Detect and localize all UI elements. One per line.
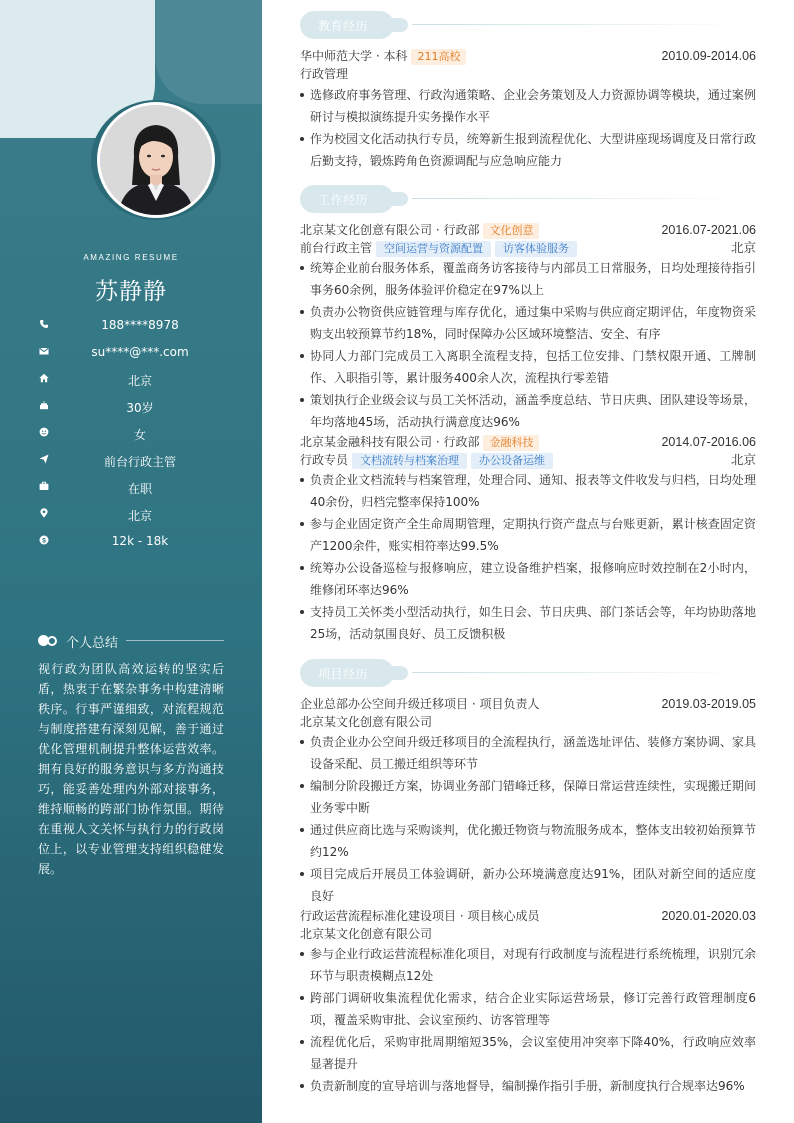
project-period: 2019.03-2019.05 <box>661 697 756 711</box>
job-period: 2014.07-2016.06 <box>661 435 756 449</box>
section-divider <box>412 198 742 199</box>
school-tag: 211高校 <box>411 49 466 65</box>
list-item: 统筹办公设备巡检与报修响应，建立设备维护档案，报修响应时效控制在2小时内，维修闭环率达96% <box>300 557 756 601</box>
info-position: 前台行政主管 <box>103 455 176 469</box>
project-bullets <box>300 943 756 1097</box>
section-divider <box>412 672 742 673</box>
skill-tag: 空间运营与资源配置 <box>376 241 491 257</box>
section-header-work <box>300 185 756 215</box>
section-divider <box>412 24 742 25</box>
education-header-row <box>300 47 756 65</box>
list-item: 负责办公物资供应链管理与库存优化，通过集中采购与供应商定期评估，年度物资采购支出较预算节约18%，同时保障办公区域环境整洁、安全、有序 <box>300 301 756 345</box>
project-period: 2020.01-2020.03 <box>661 909 756 923</box>
work-block-2 <box>300 433 756 645</box>
summary-header <box>38 632 224 650</box>
list-item: 项目完成后开展员工体验调研，新办公环境满意度达91%，团队对新空间的适应度良好 <box>300 863 756 907</box>
job-role-row <box>300 239 756 257</box>
education-major-row <box>300 65 756 83</box>
project-block-2 <box>300 907 756 1097</box>
list-item: 通过供应商比选与采购谈判，优化搬迁物资与物流服务成本，整体支出较初始预算节约12% <box>300 819 756 863</box>
info-row-status <box>0 478 262 505</box>
section-title-projects: 项目经历 <box>318 667 369 681</box>
info-row-email <box>0 343 262 370</box>
project-org-row <box>300 925 756 943</box>
skill-tag: 文档流转与档案治理 <box>352 453 467 469</box>
section-header-projects <box>300 659 756 689</box>
summary-divider <box>126 640 224 641</box>
project-name: 企业总部办公空间升级迁移项目 · 项目负责人 <box>300 697 540 711</box>
section-header-education <box>300 11 756 41</box>
project-bullets <box>300 731 756 907</box>
project-header-row <box>300 695 756 713</box>
cake-icon <box>39 400 49 410</box>
summary-dots-icon <box>38 635 60 647</box>
list-item: 协同人力部门完成员工入离职全流程支持，包括工位安排、门禁权限开通、工牌制作、入职指引等，累计服务400余人次，流程执行零差错 <box>300 345 756 389</box>
job-header-row <box>300 433 756 451</box>
project-name: 行政运营流程标准化建设项目 · 项目核心成员 <box>300 909 540 923</box>
phone-icon <box>39 319 49 329</box>
list-item: 作为校园文化活动执行专员，统筹新生报到流程优化、大型讲座现场调度及日常行政后勤支持，锻炼跨角色资源调配与应急响应能力 <box>300 128 756 172</box>
job-bullets <box>300 257 756 433</box>
list-item: 流程优化后，采购审批周期缩短35%，会议室使用冲突率下降40%，行政响应效率显著提升 <box>300 1031 756 1075</box>
list-item: 选修政府事务管理、行政沟通策略、企业会务策划及人力资源协调等模块，通过案例研讨与模拟演练提升实务操作水平 <box>300 84 756 128</box>
industry-tag: 金融科技 <box>483 435 539 451</box>
list-item: 跨部门调研收集流程优化需求，结合企业实际运营场景，修订完善行政管理制度6项，覆盖采购审批、会议室预约、访客管理等 <box>300 987 756 1031</box>
company-name: 北京某文化创意有限公司 · 行政部 <box>300 223 480 237</box>
info-salary: 12k - 18k <box>111 534 169 548</box>
portrait-image <box>100 105 212 215</box>
company-name: 北京某金融科技有限公司 · 行政部 <box>300 435 480 449</box>
work-block-1 <box>300 221 756 433</box>
skill-tag: 办公设备运维 <box>471 453 553 469</box>
gender-icon <box>39 427 49 437</box>
job-bullets <box>300 469 756 645</box>
education-bullets <box>300 84 756 172</box>
list-item: 策划执行企业级会议与员工关怀活动，涵盖季度总结、节日庆典、团队建设等场景，年均落地45场，活动执行满意度达96% <box>300 389 756 433</box>
info-row-position <box>0 451 262 478</box>
list-item: 负责企业文档流转与档案管理，处理合同、通知、报表等文件收发与归档，日均处理40余份，归档完整率保持100% <box>300 469 756 513</box>
info-row-phone <box>0 316 262 343</box>
location-pin-icon <box>39 508 49 518</box>
mail-icon <box>39 346 49 356</box>
job-role: 前台行政主管 <box>300 241 373 255</box>
svg-text:$: $ <box>42 537 46 545</box>
info-row-location <box>0 505 262 532</box>
money-icon <box>39 535 49 545</box>
avatar <box>97 102 215 218</box>
job-city: 北京 <box>730 241 756 255</box>
list-item: 负责新制度的宣导培训与落地督导，编制操作指引手册，新制度执行合规率达96% <box>300 1075 756 1097</box>
resume-tagline: AMAZING RESUME <box>83 253 179 262</box>
info-status: 在职 <box>127 482 152 496</box>
project-block-1 <box>300 695 756 907</box>
sidebar-decoration-back <box>155 0 262 104</box>
project-org-row <box>300 713 756 731</box>
section-title-work: 工作经历 <box>318 193 369 207</box>
info-home: 北京 <box>127 374 152 388</box>
job-header-row <box>300 221 756 239</box>
list-item: 参与企业固定资产全生命周期管理，定期执行资产盘点与台账更新，累计核查固定资产1200余件，账实相符率达99.5% <box>300 513 756 557</box>
sidebar <box>0 0 262 1123</box>
education-period: 2010.09-2014.06 <box>661 49 756 63</box>
job-role: 行政专员 <box>300 453 349 467</box>
info-row-salary <box>0 532 262 559</box>
list-item: 统筹企业前台服务体系，覆盖商务访客接待与内部员工日常服务，日均处理接待指引事务60余例，服务体验评价稳定在97%以上 <box>300 257 756 301</box>
briefcase-icon <box>39 481 49 491</box>
info-row-gender <box>0 424 262 451</box>
send-icon <box>39 454 49 464</box>
skill-tag: 访客体验服务 <box>495 241 577 257</box>
info-email: su****@***.com <box>91 345 189 359</box>
summary-title: 个人总结 <box>66 636 119 651</box>
education-major: 行政管理 <box>300 67 349 81</box>
list-item: 支持员工关怀类小型活动执行，如生日会、节日庆典、部门茶话会等，年均协助落地25场，活动氛围良好、员工反馈积极 <box>300 601 756 645</box>
project-org: 北京某文化创意有限公司 <box>300 715 433 729</box>
list-item: 负责企业办公空间升级迁移项目的全流程执行，涵盖选址评估、装修方案协调、家具设备采配、员工搬迁组织等环节 <box>300 731 756 775</box>
list-item: 参与企业行政运营流程标准化项目，对现有行政制度与流程进行系统梳理，识别冗余环节与职责模糊点12处 <box>300 943 756 987</box>
job-city: 北京 <box>730 453 756 467</box>
info-gender: 女 <box>133 428 146 442</box>
job-period: 2016.07-2021.06 <box>661 223 756 237</box>
info-row-home <box>0 370 262 397</box>
info-age: 30岁 <box>126 401 154 415</box>
education-block <box>300 47 756 172</box>
candidate-name: 苏静静 <box>95 279 167 305</box>
industry-tag: 文化创意 <box>483 223 539 239</box>
info-row-age <box>0 397 262 424</box>
contact-info-list <box>0 316 262 559</box>
home-icon <box>39 373 49 383</box>
info-phone: 188****8978 <box>101 318 179 332</box>
info-location: 北京 <box>127 509 152 523</box>
avatar-photo <box>100 105 212 215</box>
summary-text: 视行政为团队高效运转的坚实后盾，热衷于在繁杂事务中构建清晰秩序。行事严谨细致，对流程规范与制度搭建有深刻见解，善于通过优化管理机制提升整体运营效率。拥有良好的服务意识与多方沟通技巧，能妥善处理内外部对接事务，维持顺畅的跨部门协作氛围。期待在重视人文关怀与执行力的行政岗位上，以专业管理支持组织稳健发展。 <box>38 662 224 876</box>
school-name: 华中师范大学 · 本科 <box>300 49 408 63</box>
section-title-education: 教育经历 <box>318 19 369 33</box>
job-role-row <box>300 451 756 469</box>
project-org: 北京某文化创意有限公司 <box>300 927 433 941</box>
project-header-row <box>300 907 756 925</box>
list-item: 编制分阶段搬迁方案，协调业务部门错峰迁移，保障日常运营连续性，实现搬迁期间业务零中断 <box>300 775 756 819</box>
